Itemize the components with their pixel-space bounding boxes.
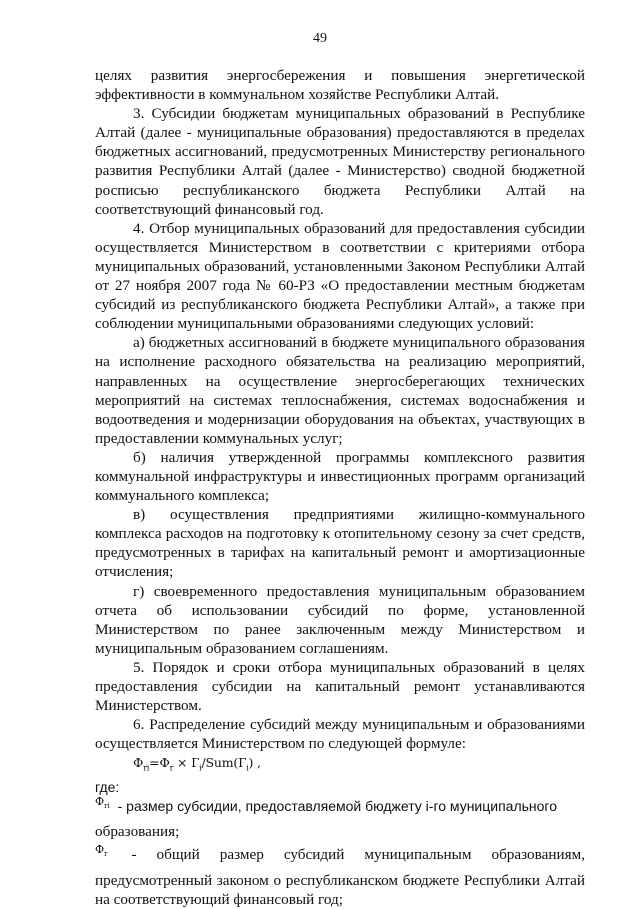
condition-v: в) осуществления предприятиями жилищно-коммунального комплекса расходов на подготовку к отопительному сезону за счет средств, предусмотренных в тарифах на капитальный ремонт и амортизационные отчисления; (95, 506, 585, 581)
definition-f-ri-continuation: образования; (95, 823, 180, 841)
symbol-f-ri: Фri (95, 795, 110, 811)
paragraph-4: 4. Отбор муниципальных образований для предоставления субсидии осуществляется Министерством в соответствии с критериями отбора муниципальных образований, установленными Законом Республики Алтай от 27 ноября 2007 года № 60-РЗ «О предоставлении местным бюджетам субсидий из республиканского бюджета Республики Алтай», а также при соблюдении муниципальными образованиями следующих условий: (95, 219, 585, 333)
distribution-formula: $Ф_{ri}=Ф_r \times Г_i/Sum(Г_i)$ , (133, 755, 261, 773)
paragraph-3: 3. Субсидии бюджетам муниципальных образований в Республике Алтай (далее - муниципальные образования) предоставляются в пределах бюджетных ассигнований, предусмотренных Министерству регионального развития Республики Алтай (далее - Министерство) сводной бюджетной росписью республиканского бюджета Республики Алтай на соответствующий финансовый год. (95, 105, 585, 218)
condition-g: г) своевременного предоставления муниципальным образованием отчета об использовании субсидий по форме, установленной Министерством по ранее заключенным между Министерством и муниципальным образованием соглашениям. (95, 582, 585, 657)
paragraph-intro: целях развития энергосбережения и повышения энергетической эффективности в коммунальном хозяйстве Республики Алтай. (95, 67, 585, 104)
definition-f-r: $^{Ф_r}$ - общий размер субсидий муниципальным образованиям, предусмотренный законом о республиканском бюджете Республики Алтай на соответствующий финансовый год; (95, 843, 585, 908)
where-label: где: (95, 778, 120, 795)
symbol-f-r: Фr (95, 843, 108, 859)
document-body (95, 66, 585, 909)
page-number: 49 (313, 31, 327, 46)
definition-f-ri: $^{Ф_{ri}}$ - размер субсидии, предоставляемой бюджету i-го муниципального (95, 795, 558, 815)
condition-a: а) бюджетных ассигнований в бюджете муниципального образования на исполнение расходного обязательства на реализацию мероприятий, направленных на осуществление энергосберегающих технических мероприятий на системах теплоснабжения, системах водоснабжения и водоотведения и модернизации оборудования на объектах, участвующих в предоставлении коммунальных услуг; (95, 334, 585, 447)
condition-b: б) наличия утвержденной программы комплексного развития коммунальной инфраструктуры и инвестиционных программ организаций коммунального комплекса; (95, 448, 585, 505)
paragraph-6: 6. Распределение субсидий между муниципальным и образованиями осуществляется Министерством по следующей формуле: (95, 716, 585, 753)
paragraph-5: 5. Порядок и сроки отбора муниципальных образований в целях предоставления субсидии на капитальный ремонт устанавливаются Министерством. (95, 658, 585, 715)
